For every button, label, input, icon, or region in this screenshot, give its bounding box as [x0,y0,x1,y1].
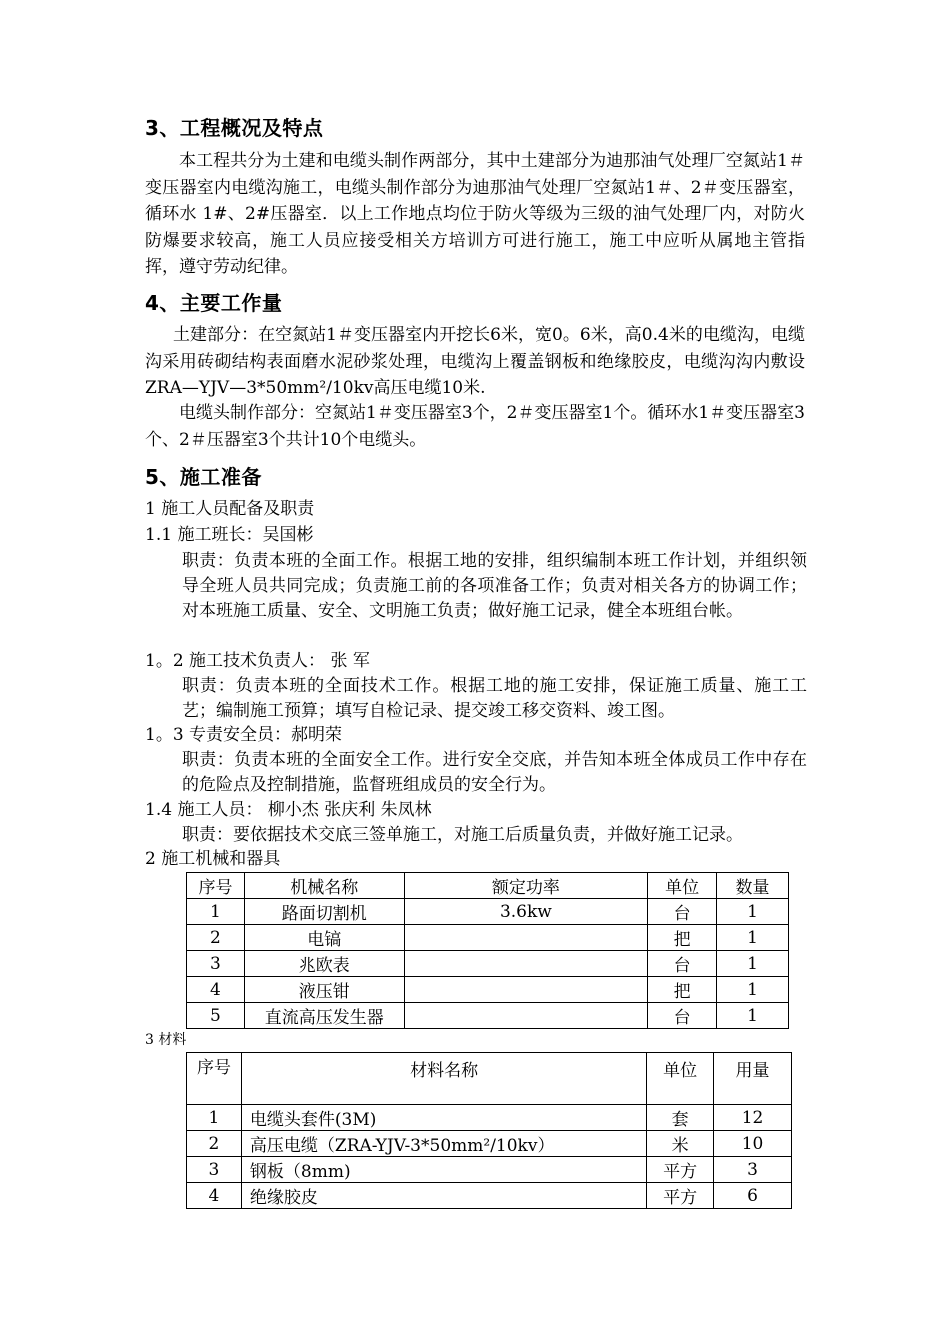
table-row [187,925,789,951]
role-safety-officer: 1。3 专责安全员：郝明荣 [145,725,343,745]
col-header: 单位 [647,1053,714,1105]
duty-safety-officer: 职责：负责本班的全面安全工作。进行安全交底，并告知本班全体成员工作中存在的危险点及控制措施，监督班组成员的安全行为。 [182,750,807,795]
cell-qty: 3 [714,1157,792,1183]
col-header: 额定功率 [404,873,648,899]
table-row [187,977,789,1003]
cell-power [404,925,648,951]
cell-index: 1 [187,1105,242,1131]
section-3-title: 3、工程概况及特点 [145,116,324,140]
table-row [187,1105,792,1131]
cell-name: 液压钳 [244,977,404,1003]
subsection-machinery: 2 施工机械和器具 [145,849,281,869]
cell-index: 3 [187,951,245,977]
table-header-row [187,873,789,899]
duty-workers: 职责：要依据技术交底三签单施工，对施工后质量负责，并做好施工记录。 [182,825,743,845]
cell-unit: 米 [647,1131,714,1157]
role-team-leader: 1.1 施工班长：吴国彬 [145,525,314,545]
table-row [187,1003,789,1029]
cell-qty: 10 [714,1131,792,1157]
cell-unit: 平方 [647,1183,714,1209]
cell-unit: 台 [648,899,717,925]
cell-index: 4 [187,977,245,1003]
cell-qty: 1 [717,899,789,925]
section-5-title: 5、施工准备 [145,465,262,489]
subsection-staffing: 1 施工人员配备及职责 [145,499,315,519]
col-header: 序号 [187,873,245,899]
cell-unit: 平方 [647,1157,714,1183]
duty-tech-lead: 职责：负责本班的全面技术工作。根据工地的施工安排，保证施工质量、施工工艺；编制施工预算；填写自检记录、提交竣工移交资料、竣工图。 [182,676,807,721]
col-header: 机械名称 [244,873,404,899]
section-4-title: 4、主要工作量 [145,291,283,315]
cell-unit: 把 [648,925,717,951]
cell-index: 5 [187,1003,245,1029]
cell-name: 钢板（8mm) [241,1157,646,1183]
col-header: 单位 [648,873,717,899]
cell-index: 4 [187,1183,242,1209]
cell-qty: 12 [714,1105,792,1131]
table-row [187,951,789,977]
cell-name: 电缆头套件(3M) [241,1105,646,1131]
cell-power [404,1003,648,1029]
cell-index: 3 [187,1157,242,1183]
cell-name: 高压电缆（ZRA-YJV-3*50mm²/10kv） [241,1131,646,1157]
role-tech-lead: 1。2 施工技术负责人： 张 军 [145,651,370,671]
materials-table [186,1052,792,1209]
cell-qty: 1 [717,1003,789,1029]
cell-name: 路面切割机 [244,899,404,925]
section-4-paragraph-civil: 土建部分：在空氮站1＃变压器室内开挖长6米，宽0。6米，高0.4米的电缆沟，电缆沟采用砖砌结构表面磨水泥砂浆处理，电缆沟上覆盖钢板和绝缘胶皮，电缆沟沟内敷设ZRA—YJV—3*50mm²/10kv高压电缆10米. [145,325,805,398]
table-row [187,1131,792,1157]
cell-index: 1 [187,899,245,925]
cell-name: 兆欧表 [244,951,404,977]
cell-qty: 1 [717,951,789,977]
cell-qty: 6 [714,1183,792,1209]
cell-index: 2 [187,925,245,951]
cell-name: 直流高压发生器 [244,1003,404,1029]
cell-index: 2 [187,1131,242,1157]
cell-unit: 套 [647,1105,714,1131]
col-header: 材料名称 [241,1053,646,1105]
cell-power [404,977,648,1003]
cell-power [404,951,648,977]
cell-name: 电镐 [244,925,404,951]
col-header: 用量 [714,1053,792,1105]
col-header: 数量 [717,873,789,899]
subsection-materials: 3 材料 [145,1032,187,1048]
col-header: 序号 [187,1053,242,1105]
table-header-row [187,1053,792,1105]
section-3-paragraph: 本工程共分为土建和电缆头制作两部分，其中土建部分为迪那油气处理厂空氮站1＃变压器室内电缆沟施工，电缆头制作部分为迪那油气处理厂空氮站1＃、2＃变压器室，循环水 1#、2#压器室．以上工作地点均位于防火等级为三级的油气处理厂内，对防火防爆要求较高，施工人员应接受相关方培训方可进行施工，施工中应听从属地主管指挥，遵守劳动纪律。 [145,151,805,277]
role-workers: 1.4 施工人员： 柳小杰 张庆利 朱凤林 [145,800,432,820]
table-row [187,1157,792,1183]
cell-unit: 把 [648,977,717,1003]
cell-qty: 1 [717,977,789,1003]
cell-qty: 1 [717,925,789,951]
cell-name: 绝缘胶皮 [241,1183,646,1209]
cell-unit: 台 [648,951,717,977]
cell-power: 3.6kw [404,899,648,925]
machinery-table [186,872,789,1029]
table-row [187,1183,792,1209]
cell-unit: 台 [648,1003,717,1029]
table-row [187,899,789,925]
section-4-paragraph-cable-heads: 电缆头制作部分：空氮站1＃变压器室3个，2＃变压器室1个。循环水1＃变压器室3个、2＃压器室3个共计10个电缆头。 [145,403,805,450]
duty-team-leader: 职责：负责本班的全面工作。根据工地的安排，组织编制本班工作计划，并组织领导全班人员共同完成；负责施工前的各项准备工作；负责对相关各方的协调工作；对本班施工质量、安全、文明施工负责；做好施工记录，健全本班组台帐。 [182,551,807,621]
